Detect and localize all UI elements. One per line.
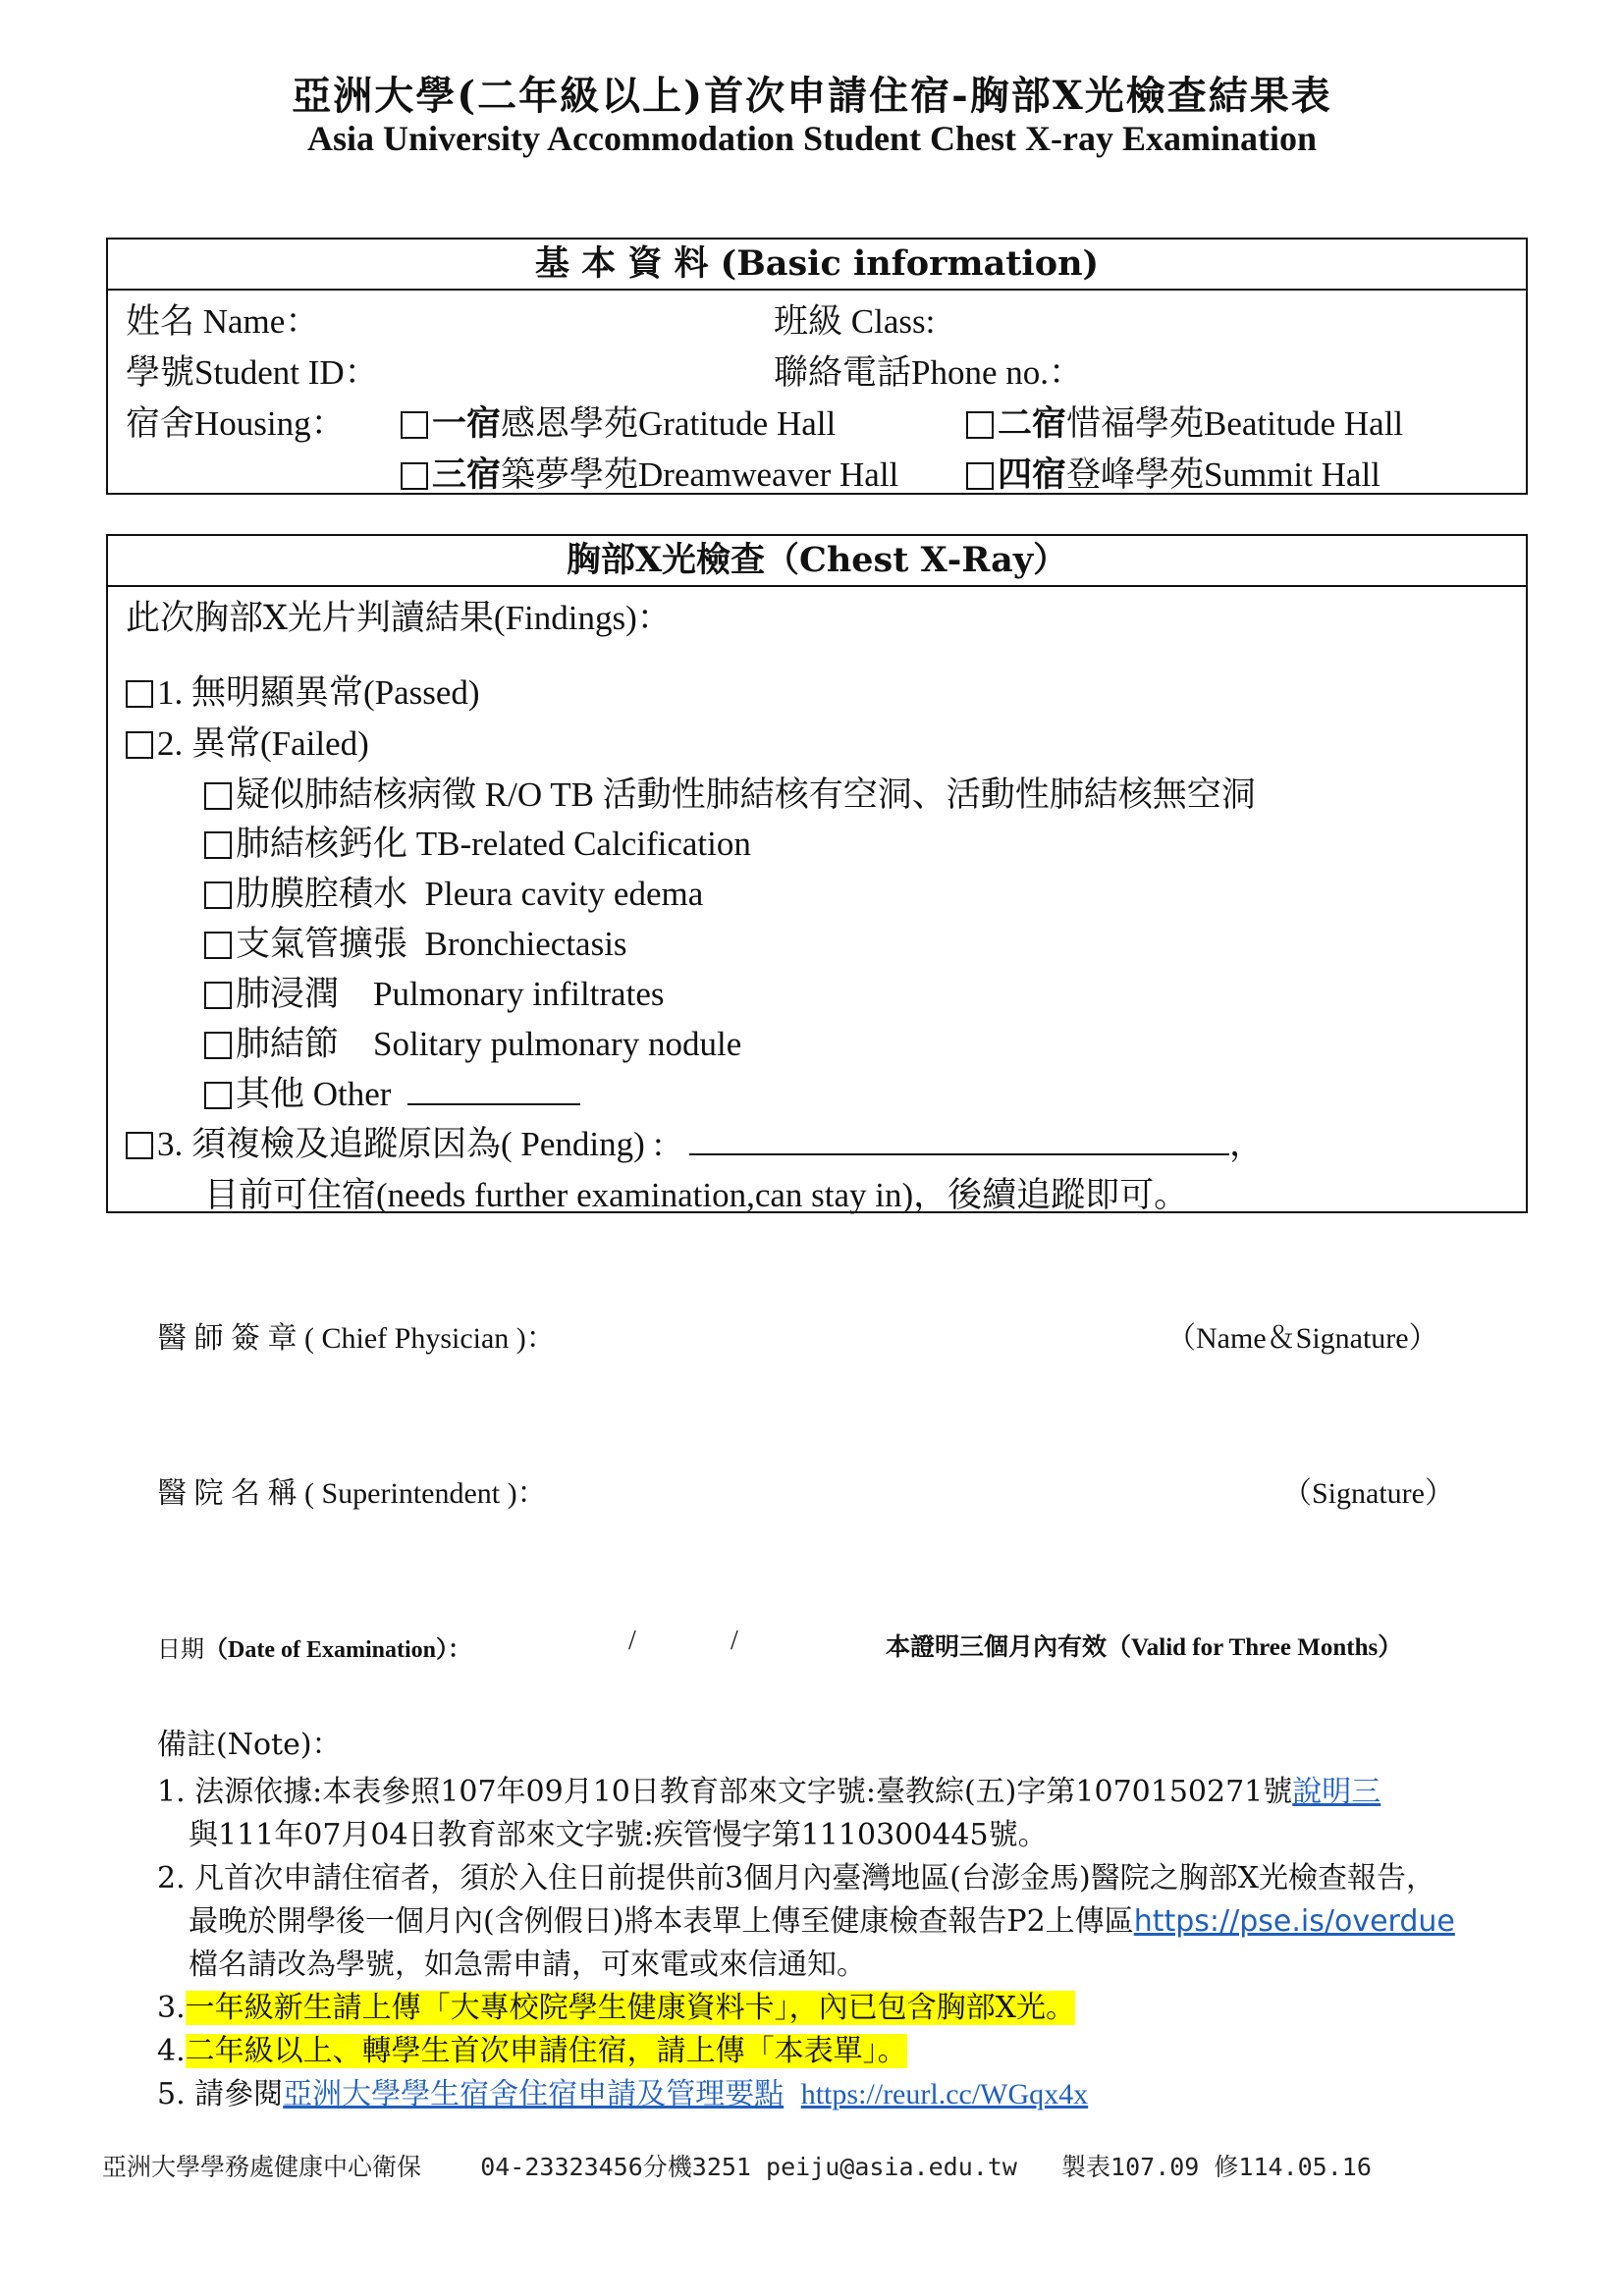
failed-item-bronchiectasis[interactable]	[204, 917, 627, 966]
failed-item-infiltrates[interactable]	[204, 967, 664, 1016]
note-1-text: 1. 法源依據:本表參照107年09月10日教育部來文字號:臺教綜(五)字第1070150271號	[157, 1775, 1293, 1809]
note-3-highlight: 一年級新生請上傳「大專校院學生健康資料卡」，內已包含胸部X光。	[185, 1991, 1075, 2025]
pending-option[interactable]	[126, 1117, 1264, 1166]
housing-option-2-label: 惜福學苑Beatitude Hall	[1066, 404, 1404, 443]
housing-option-1-code: 一宿	[432, 404, 502, 443]
failed-item-checkbox[interactable]	[204, 831, 232, 859]
failed-item-label: 肋膜腔積水 Pleura cavity edema	[236, 875, 704, 913]
xray-heading: 胸部Ⅹ光檢查（Chest Ⅹ-Ray）	[108, 536, 1526, 587]
failed-item-label: 疑似肺結核病徵 R/O TB 活動性肺結核有空洞、活動性肺結核無空洞	[236, 775, 1256, 814]
note-1-link[interactable]: 說明三	[1292, 1775, 1381, 1809]
class-label: 班級 Class:	[774, 302, 936, 341]
other-blank-line[interactable]	[407, 1074, 580, 1105]
pending-note: 目前可住宿(needs further examination,can stay in)，後續追蹤即可。	[204, 1176, 1189, 1214]
note-3-number: 3.	[157, 1991, 186, 2025]
housing-option-3[interactable]	[401, 448, 898, 497]
note-5-text: 5. 請參閱	[157, 2077, 284, 2111]
note-4-highlight: 二年級以上、轉學生首次申請住宿，請上傳「本表單」。	[185, 2034, 907, 2068]
failed-item-checkbox[interactable]	[204, 932, 232, 959]
note-4	[157, 2026, 907, 2069]
housing-label: 宿舍Housing：	[126, 404, 346, 443]
failed-item-tb[interactable]	[204, 768, 1256, 817]
note-2-cont2: 檔名請改為學號，如急需申請，可來電或來信通知。	[189, 1948, 866, 1982]
name-label: 姓名 Name：	[126, 302, 320, 341]
housing-option-1-label: 感恩學苑Gratitude Hall	[501, 404, 837, 443]
housing-option-4-label: 登峰學苑Summit Hall	[1066, 455, 1380, 494]
note-2: 2. 凡首次申請住宿者，須於入住日前提供前3個月內臺灣地區(台澎金馬)醫院之胸部X光檢查報告，	[157, 1861, 1436, 1896]
failed-item-calcification[interactable]	[204, 817, 751, 866]
failed-item-other[interactable]	[204, 1067, 580, 1116]
passed-option[interactable]	[126, 666, 480, 715]
pending-checkbox[interactable]	[126, 1132, 153, 1159]
housing-option-3-code: 三宿	[432, 455, 502, 494]
housing-option-4[interactable]	[966, 448, 1380, 497]
note-3	[157, 1983, 1075, 2026]
failed-item-nodule[interactable]	[204, 1017, 741, 1066]
exam-date-label-en: （Date of Examination）：	[204, 1637, 471, 1663]
dorm-rules-link[interactable]: 亞洲大學學生宿舍住宿申請及管理要點	[283, 2077, 785, 2111]
notes-heading: 備註(Note)：	[157, 1728, 342, 1762]
basic-info-heading: 基 本 資 料 (Basic information)	[108, 240, 1526, 291]
hospital-name-label: 醫 院 名 稱 ( Superintendent )：	[157, 1477, 547, 1510]
housing-option-1[interactable]	[401, 397, 836, 446]
note-2-text: 最晚於開學後一個月內(含例假日)將本表單上傳至健康檢查報告P2上傳區	[189, 1904, 1134, 1939]
note-2-cont	[189, 1896, 1455, 1940]
housing-checkbox-4[interactable]	[966, 462, 994, 490]
housing-option-2[interactable]	[966, 397, 1403, 446]
page-subtitle: Asia University Accommodation Student Chest X-ray Examination	[306, 119, 1317, 158]
failed-item-label: 支氣管擴張 Bronchiectasis	[236, 925, 627, 963]
pending-label: 3. 須複檢及追蹤原因為( Pending) :	[157, 1125, 664, 1163]
note-1	[157, 1767, 1380, 1810]
physician-signature-hint: （Name＆Signature）	[1166, 1322, 1438, 1355]
housing-checkbox-3[interactable]	[401, 462, 428, 490]
passed-checkbox[interactable]	[126, 680, 153, 708]
note-1-cont: 與111年07月04日教育部來文字號:疾管慢字第1110300445號。	[189, 1818, 1048, 1852]
housing-option-2-code: 二宿	[998, 404, 1067, 443]
pending-reason-line[interactable]	[689, 1124, 1229, 1155]
failed-item-checkbox[interactable]	[204, 1032, 232, 1059]
validity-notice: 本證明三個月內有效（Valid for Three Months）	[886, 1634, 1403, 1661]
failed-item-pleura[interactable]	[204, 867, 703, 916]
housing-option-4-code: 四宿	[998, 455, 1067, 494]
failed-item-checkbox[interactable]	[204, 881, 232, 909]
housing-checkbox-2[interactable]	[966, 411, 994, 439]
pending-comma: ，	[1229, 1125, 1265, 1163]
housing-checkbox-1[interactable]	[401, 411, 428, 439]
hospital-signature-hint: （Signature）	[1282, 1477, 1454, 1510]
date-separator-1: /	[628, 1626, 636, 1656]
failed-item-label: 其他 Other	[236, 1075, 392, 1113]
note-4-number: 4.	[157, 2034, 186, 2068]
passed-label: 1. 無明顯異常(Passed)	[157, 673, 480, 712]
housing-option-3-label: 築夢學苑Dreamweaver Hall	[501, 455, 899, 494]
upload-link[interactable]: https://pse.is/overdue	[1133, 1904, 1455, 1939]
failed-item-label: 肺浸潤 Pulmonary infiltrates	[236, 975, 665, 1013]
exam-date-label	[157, 1629, 471, 1664]
student-id-label: 學號Student ID：	[126, 353, 379, 392]
failed-item-checkbox[interactable]	[204, 782, 232, 810]
exam-date-label-zh: 日期	[157, 1637, 204, 1663]
failed-item-label: 肺結核鈣化 TB-related Calcification	[236, 825, 751, 863]
failed-checkbox[interactable]	[126, 731, 153, 759]
phone-label: 聯絡電話Phone no.：	[774, 353, 1084, 392]
dorm-rules-url[interactable]: https://reurl.cc/WGqx4x	[800, 2078, 1089, 2110]
physician-signature-label: 醫 師 簽 章 ( Chief Physician )：	[157, 1322, 556, 1355]
findings-label: 此次胸部Ⅹ光片判讀結果(Findings)：	[126, 599, 672, 637]
date-separator-2: /	[731, 1626, 738, 1656]
footer-contact: 亞洲大學學務處健康中心衛保 04-23323456分機3251 peiju@asia.edu.tw 製表107.09 修114.05.16	[102, 2153, 1372, 2181]
page-title: 亞洲大學(二年級以上)首次申請住宿-胸部Ⅹ光檢查結果表	[292, 73, 1332, 119]
failed-label: 2. 異常(Failed)	[157, 724, 369, 763]
failed-item-checkbox[interactable]	[204, 1082, 232, 1109]
failed-option[interactable]	[126, 717, 369, 766]
failed-item-label: 肺結節 Solitary pulmonary nodule	[236, 1025, 742, 1063]
failed-item-checkbox[interactable]	[204, 982, 232, 1009]
note-5	[157, 2069, 1088, 2112]
